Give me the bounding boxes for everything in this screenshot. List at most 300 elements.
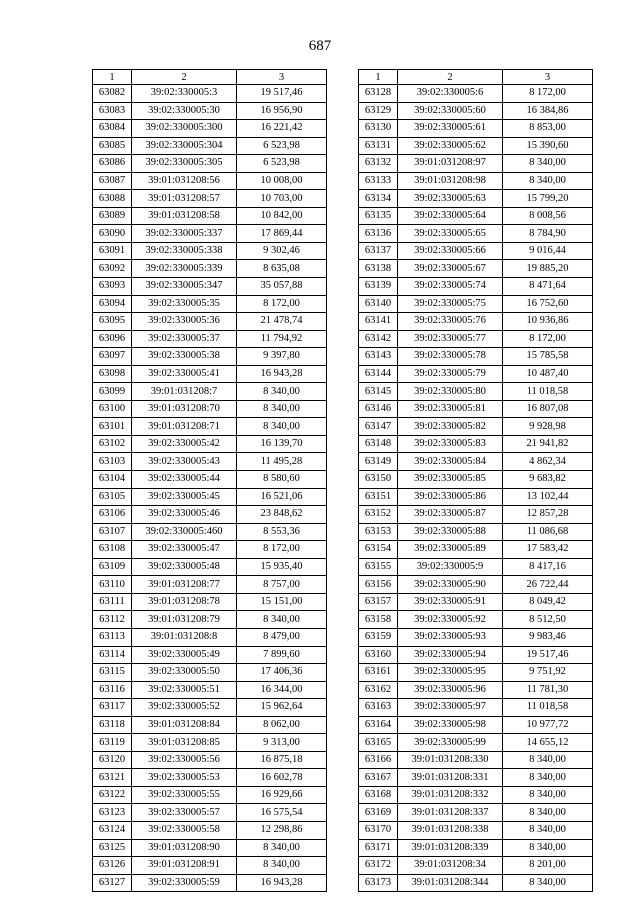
row-number: 63141 (359, 313, 398, 331)
row-number: 63109 (93, 558, 132, 576)
row-number: 63153 (359, 523, 398, 541)
page-number: 687 (308, 38, 332, 54)
table-row (93, 278, 327, 296)
row-number: 63142 (359, 330, 398, 348)
amount: 15 390,60 (503, 137, 593, 155)
cadastral-number: 39:01:031208:8 (132, 628, 237, 646)
row-number: 63087 (93, 172, 132, 190)
amount: 9 683,82 (503, 471, 593, 489)
row-number: 63164 (359, 716, 398, 734)
amount: 15 785,58 (503, 348, 593, 366)
amount: 17 406,36 (237, 664, 327, 682)
cadastral-number: 39:01:031208:337 (398, 804, 503, 822)
cadastral-number: 39:02:330005:92 (398, 611, 503, 629)
amount: 17 583,42 (503, 541, 593, 559)
row-number: 63160 (359, 646, 398, 664)
cadastral-number: 39:02:330005:43 (132, 453, 237, 471)
table-row (359, 278, 593, 296)
cadastral-number: 39:01:031208:344 (398, 874, 503, 892)
row-number: 63114 (93, 646, 132, 664)
cadastral-number: 39:01:031208:58 (132, 207, 237, 225)
table-row (359, 839, 593, 857)
row-number: 63102 (93, 435, 132, 453)
amount: 8 340,00 (503, 769, 593, 787)
amount: 16 943,28 (237, 365, 327, 383)
amount: 8 784,90 (503, 225, 593, 243)
table-row (359, 558, 593, 576)
table-row (359, 383, 593, 401)
cadastral-number: 39:02:330005:74 (398, 278, 503, 296)
cadastral-number: 39:02:330005:305 (132, 155, 237, 173)
cadastral-number: 39:02:330005:9 (398, 558, 503, 576)
cadastral-number: 39:02:330005:99 (398, 734, 503, 752)
amount: 17 869,44 (237, 225, 327, 243)
amount: 16 602,78 (237, 769, 327, 787)
row-number: 63085 (93, 137, 132, 155)
row-number: 63089 (93, 207, 132, 225)
table-row (93, 295, 327, 313)
row-number: 63138 (359, 260, 398, 278)
cadastral-number: 39:02:330005:91 (398, 593, 503, 611)
table-row (93, 137, 327, 155)
cadastral-number: 39:02:330005:95 (398, 664, 503, 682)
amount: 8 340,00 (237, 611, 327, 629)
cadastral-number: 39:02:330005:77 (398, 330, 503, 348)
table-row (93, 435, 327, 453)
row-number: 63133 (359, 172, 398, 190)
amount: 16 929,66 (237, 786, 327, 804)
amount: 8 757,00 (237, 576, 327, 594)
amount: 15 962,64 (237, 699, 327, 717)
table-row (359, 348, 593, 366)
row-number: 63120 (93, 751, 132, 769)
table-row (359, 523, 593, 541)
row-number: 63135 (359, 207, 398, 225)
table-row (359, 137, 593, 155)
cadastral-number: 39:01:031208:79 (132, 611, 237, 629)
amount: 8 008,56 (503, 207, 593, 225)
amount: 8 172,00 (503, 85, 593, 103)
cadastral-number: 39:02:330005:76 (398, 313, 503, 331)
amount: 8 340,00 (237, 400, 327, 418)
amount: 9 302,46 (237, 242, 327, 260)
cadastral-number: 39:02:330005:62 (398, 137, 503, 155)
amount: 9 397,80 (237, 348, 327, 366)
amount: 13 102,44 (503, 488, 593, 506)
cadastral-number: 39:02:330005:339 (132, 260, 237, 278)
cadastral-number: 39:02:330005:98 (398, 716, 503, 734)
cadastral-number: 39:01:031208:339 (398, 839, 503, 857)
cadastral-number: 39:02:330005:45 (132, 488, 237, 506)
row-number: 63139 (359, 278, 398, 296)
table-row (359, 734, 593, 752)
amount: 8 340,00 (503, 874, 593, 892)
table-row (359, 786, 593, 804)
amount: 11 794,92 (237, 330, 327, 348)
cadastral-number: 39:01:031208:78 (132, 593, 237, 611)
row-number: 63169 (359, 804, 398, 822)
cadastral-number: 39:02:330005:85 (398, 471, 503, 489)
cadastral-number: 39:02:330005:38 (132, 348, 237, 366)
table-row (359, 804, 593, 822)
table-row (93, 857, 327, 875)
table-row (93, 804, 327, 822)
cadastral-number: 39:01:031208:84 (132, 716, 237, 734)
amount: 16 752,60 (503, 295, 593, 313)
column-header: 2 (398, 70, 503, 85)
row-number: 63159 (359, 628, 398, 646)
amount: 15 799,20 (503, 190, 593, 208)
cadastral-number: 39:02:330005:46 (132, 506, 237, 524)
amount: 12 298,86 (237, 821, 327, 839)
table-row (359, 506, 593, 524)
amount: 35 057,88 (237, 278, 327, 296)
table-row (359, 330, 593, 348)
table-row (359, 313, 593, 331)
amount: 8 471,64 (503, 278, 593, 296)
row-number: 63130 (359, 120, 398, 138)
table-row (93, 576, 327, 594)
row-number: 63098 (93, 365, 132, 383)
table-row (359, 857, 593, 875)
cadastral-number: 39:02:330005:50 (132, 664, 237, 682)
table-row (93, 85, 327, 103)
table-row (93, 172, 327, 190)
amount: 14 655,12 (503, 734, 593, 752)
table-row (93, 558, 327, 576)
cadastral-number: 39:02:330005:49 (132, 646, 237, 664)
amount: 16 139,70 (237, 435, 327, 453)
row-number: 63131 (359, 137, 398, 155)
row-number: 63097 (93, 348, 132, 366)
table-row (93, 874, 327, 892)
table-row (93, 365, 327, 383)
table-row (93, 102, 327, 120)
amount: 8 340,00 (503, 155, 593, 173)
cadastral-number: 39:02:330005:338 (132, 242, 237, 260)
amount: 19 517,46 (237, 85, 327, 103)
amount: 16 807,08 (503, 400, 593, 418)
table-row (359, 418, 593, 436)
row-number: 63099 (93, 383, 132, 401)
row-number: 63128 (359, 85, 398, 103)
table-row (359, 716, 593, 734)
table-row (359, 190, 593, 208)
table-row (93, 506, 327, 524)
cadastral-number: 39:01:031208:57 (132, 190, 237, 208)
amount: 16 956,90 (237, 102, 327, 120)
amount: 26 722,44 (503, 576, 593, 594)
row-number: 63116 (93, 681, 132, 699)
table-row (93, 734, 327, 752)
cadastral-number: 39:02:330005:67 (398, 260, 503, 278)
row-number: 63152 (359, 506, 398, 524)
amount: 11 781,30 (503, 681, 593, 699)
row-number: 63103 (93, 453, 132, 471)
table-row (93, 751, 327, 769)
cadastral-number: 39:02:330005:52 (132, 699, 237, 717)
row-number: 63149 (359, 453, 398, 471)
amount: 8 172,00 (237, 295, 327, 313)
table-row (93, 190, 327, 208)
table-row (93, 260, 327, 278)
row-number: 63167 (359, 769, 398, 787)
amount: 11 018,58 (503, 699, 593, 717)
row-number: 63168 (359, 786, 398, 804)
row-number: 63162 (359, 681, 398, 699)
amount: 16 384,86 (503, 102, 593, 120)
amount: 16 221,42 (237, 120, 327, 138)
row-number: 63148 (359, 435, 398, 453)
cadastral-number: 39:02:330005:89 (398, 541, 503, 559)
cadastral-number: 39:02:330005:37 (132, 330, 237, 348)
right-table (358, 69, 593, 892)
amount: 8 853,00 (503, 120, 593, 138)
table-row (359, 769, 593, 787)
row-number: 63158 (359, 611, 398, 629)
cadastral-number: 39:02:330005:61 (398, 120, 503, 138)
amount: 8 512,50 (503, 611, 593, 629)
table-row (359, 681, 593, 699)
table-header-row (93, 70, 327, 85)
cadastral-number: 39:02:330005:65 (398, 225, 503, 243)
row-number: 63119 (93, 734, 132, 752)
amount: 16 344,00 (237, 681, 327, 699)
table-row (359, 225, 593, 243)
row-number: 63115 (93, 664, 132, 682)
row-number: 63147 (359, 418, 398, 436)
row-number: 63140 (359, 295, 398, 313)
row-number: 63117 (93, 699, 132, 717)
amount: 8 553,36 (237, 523, 327, 541)
cadastral-number: 39:02:330005:300 (132, 120, 237, 138)
row-number: 63104 (93, 471, 132, 489)
amount: 6 523,98 (237, 155, 327, 173)
row-number: 63146 (359, 400, 398, 418)
row-number: 63094 (93, 295, 132, 313)
cadastral-number: 39:02:330005:58 (132, 821, 237, 839)
row-number: 63166 (359, 751, 398, 769)
row-number: 63093 (93, 278, 132, 296)
amount: 21 941,82 (503, 435, 593, 453)
amount: 10 703,00 (237, 190, 327, 208)
amount: 11 495,28 (237, 453, 327, 471)
amount: 8 417,16 (503, 558, 593, 576)
table-row (359, 155, 593, 173)
cadastral-number: 39:02:330005:30 (132, 102, 237, 120)
row-number: 63092 (93, 260, 132, 278)
cadastral-number: 39:01:031208:77 (132, 576, 237, 594)
amount: 8 340,00 (503, 821, 593, 839)
amount: 8 062,00 (237, 716, 327, 734)
table-row (93, 207, 327, 225)
amount: 19 885,20 (503, 260, 593, 278)
table-row (359, 628, 593, 646)
cadastral-number: 39:02:330005:93 (398, 628, 503, 646)
row-number: 63124 (93, 821, 132, 839)
row-number: 63084 (93, 120, 132, 138)
table-row (93, 488, 327, 506)
table-row (93, 330, 327, 348)
cadastral-number: 39:02:330005:96 (398, 681, 503, 699)
table-row (93, 646, 327, 664)
amount: 11 018,58 (503, 383, 593, 401)
cadastral-number: 39:01:031208:7 (132, 383, 237, 401)
cadastral-number: 39:02:330005:55 (132, 786, 237, 804)
table-row (93, 313, 327, 331)
table-row (93, 155, 327, 173)
table-row (93, 541, 327, 559)
table-row (93, 681, 327, 699)
row-number: 63113 (93, 628, 132, 646)
row-number: 63156 (359, 576, 398, 594)
amount: 10 842,00 (237, 207, 327, 225)
amount: 8 340,00 (237, 418, 327, 436)
table-row (93, 348, 327, 366)
column-header: 3 (503, 70, 593, 85)
table-row (93, 628, 327, 646)
row-number: 63165 (359, 734, 398, 752)
cadastral-number: 39:02:330005:87 (398, 506, 503, 524)
cadastral-number: 39:01:031208:34 (398, 857, 503, 875)
row-number: 63096 (93, 330, 132, 348)
cadastral-number: 39:02:330005:66 (398, 242, 503, 260)
table-row (93, 471, 327, 489)
table-header-row (359, 70, 593, 85)
cadastral-number: 39:02:330005:35 (132, 295, 237, 313)
table-row (93, 383, 327, 401)
amount: 8 340,00 (503, 804, 593, 822)
amount: 8 340,00 (503, 172, 593, 190)
amount: 8 340,00 (237, 839, 327, 857)
cadastral-number: 39:01:031208:90 (132, 839, 237, 857)
amount: 23 848,62 (237, 506, 327, 524)
row-number: 63108 (93, 541, 132, 559)
cadastral-number: 39:02:330005:94 (398, 646, 503, 664)
amount: 8 049,42 (503, 593, 593, 611)
amount: 8 340,00 (503, 786, 593, 804)
left-table (92, 69, 327, 892)
table-row (359, 611, 593, 629)
row-number: 63112 (93, 611, 132, 629)
amount: 15 935,40 (237, 558, 327, 576)
amount: 16 575,54 (237, 804, 327, 822)
amount: 8 340,00 (503, 839, 593, 857)
amount: 10 977,72 (503, 716, 593, 734)
cadastral-number: 39:01:031208:98 (398, 172, 503, 190)
amount: 9 313,00 (237, 734, 327, 752)
row-number: 63145 (359, 383, 398, 401)
cadastral-number: 39:01:031208:71 (132, 418, 237, 436)
amount: 8 172,00 (503, 330, 593, 348)
table-row (93, 242, 327, 260)
row-number: 63127 (93, 874, 132, 892)
amount: 8 340,00 (237, 857, 327, 875)
cadastral-number: 39:02:330005:57 (132, 804, 237, 822)
table-row (93, 120, 327, 138)
row-number: 63163 (359, 699, 398, 717)
amount: 6 523,98 (237, 137, 327, 155)
cadastral-number: 39:02:330005:304 (132, 137, 237, 155)
amount: 4 862,34 (503, 453, 593, 471)
cadastral-number: 39:02:330005:88 (398, 523, 503, 541)
cadastral-number: 39:02:330005:6 (398, 85, 503, 103)
table-row (93, 418, 327, 436)
row-number: 63171 (359, 839, 398, 857)
amount: 19 517,46 (503, 646, 593, 664)
cadastral-number: 39:02:330005:80 (398, 383, 503, 401)
amount: 10 936,86 (503, 313, 593, 331)
row-number: 63107 (93, 523, 132, 541)
table-row (359, 874, 593, 892)
cadastral-number: 39:02:330005:56 (132, 751, 237, 769)
cadastral-number: 39:02:330005:78 (398, 348, 503, 366)
table-row (359, 207, 593, 225)
cadastral-number: 39:02:330005:84 (398, 453, 503, 471)
table-row (359, 646, 593, 664)
cadastral-number: 39:02:330005:347 (132, 278, 237, 296)
row-number: 63123 (93, 804, 132, 822)
row-number: 63173 (359, 874, 398, 892)
amount: 11 086,68 (503, 523, 593, 541)
cadastral-number: 39:02:330005:60 (398, 102, 503, 120)
table-row (359, 295, 593, 313)
row-number: 63161 (359, 664, 398, 682)
row-number: 63091 (93, 242, 132, 260)
amount: 16 521,06 (237, 488, 327, 506)
row-number: 63100 (93, 400, 132, 418)
cadastral-number: 39:01:031208:85 (132, 734, 237, 752)
amount: 8 172,00 (237, 541, 327, 559)
amount: 8 201,00 (503, 857, 593, 875)
amount: 15 151,00 (237, 593, 327, 611)
table-row (359, 576, 593, 594)
cadastral-number: 39:02:330005:44 (132, 471, 237, 489)
table-row (93, 453, 327, 471)
table-row (359, 471, 593, 489)
row-number: 63150 (359, 471, 398, 489)
amount: 8 580,60 (237, 471, 327, 489)
amount: 8 479,00 (237, 628, 327, 646)
cadastral-number: 39:02:330005:75 (398, 295, 503, 313)
table-row (359, 172, 593, 190)
cadastral-number: 39:02:330005:63 (398, 190, 503, 208)
table-row (359, 120, 593, 138)
row-number: 63151 (359, 488, 398, 506)
row-number: 63134 (359, 190, 398, 208)
row-number: 63126 (93, 857, 132, 875)
cadastral-number: 39:02:330005:48 (132, 558, 237, 576)
table-row (359, 435, 593, 453)
cadastral-number: 39:02:330005:81 (398, 400, 503, 418)
table-row (359, 699, 593, 717)
row-number: 63155 (359, 558, 398, 576)
row-number: 63157 (359, 593, 398, 611)
table-row (93, 593, 327, 611)
table-row (359, 260, 593, 278)
table-row (359, 664, 593, 682)
row-number: 63172 (359, 857, 398, 875)
table-row (93, 611, 327, 629)
row-number: 63129 (359, 102, 398, 120)
column-header: 2 (132, 70, 237, 85)
table-row (93, 716, 327, 734)
column-header: 1 (93, 70, 132, 85)
amount: 16 875,18 (237, 751, 327, 769)
table-row (359, 242, 593, 260)
cadastral-number: 39:02:330005:337 (132, 225, 237, 243)
cadastral-number: 39:02:330005:47 (132, 541, 237, 559)
